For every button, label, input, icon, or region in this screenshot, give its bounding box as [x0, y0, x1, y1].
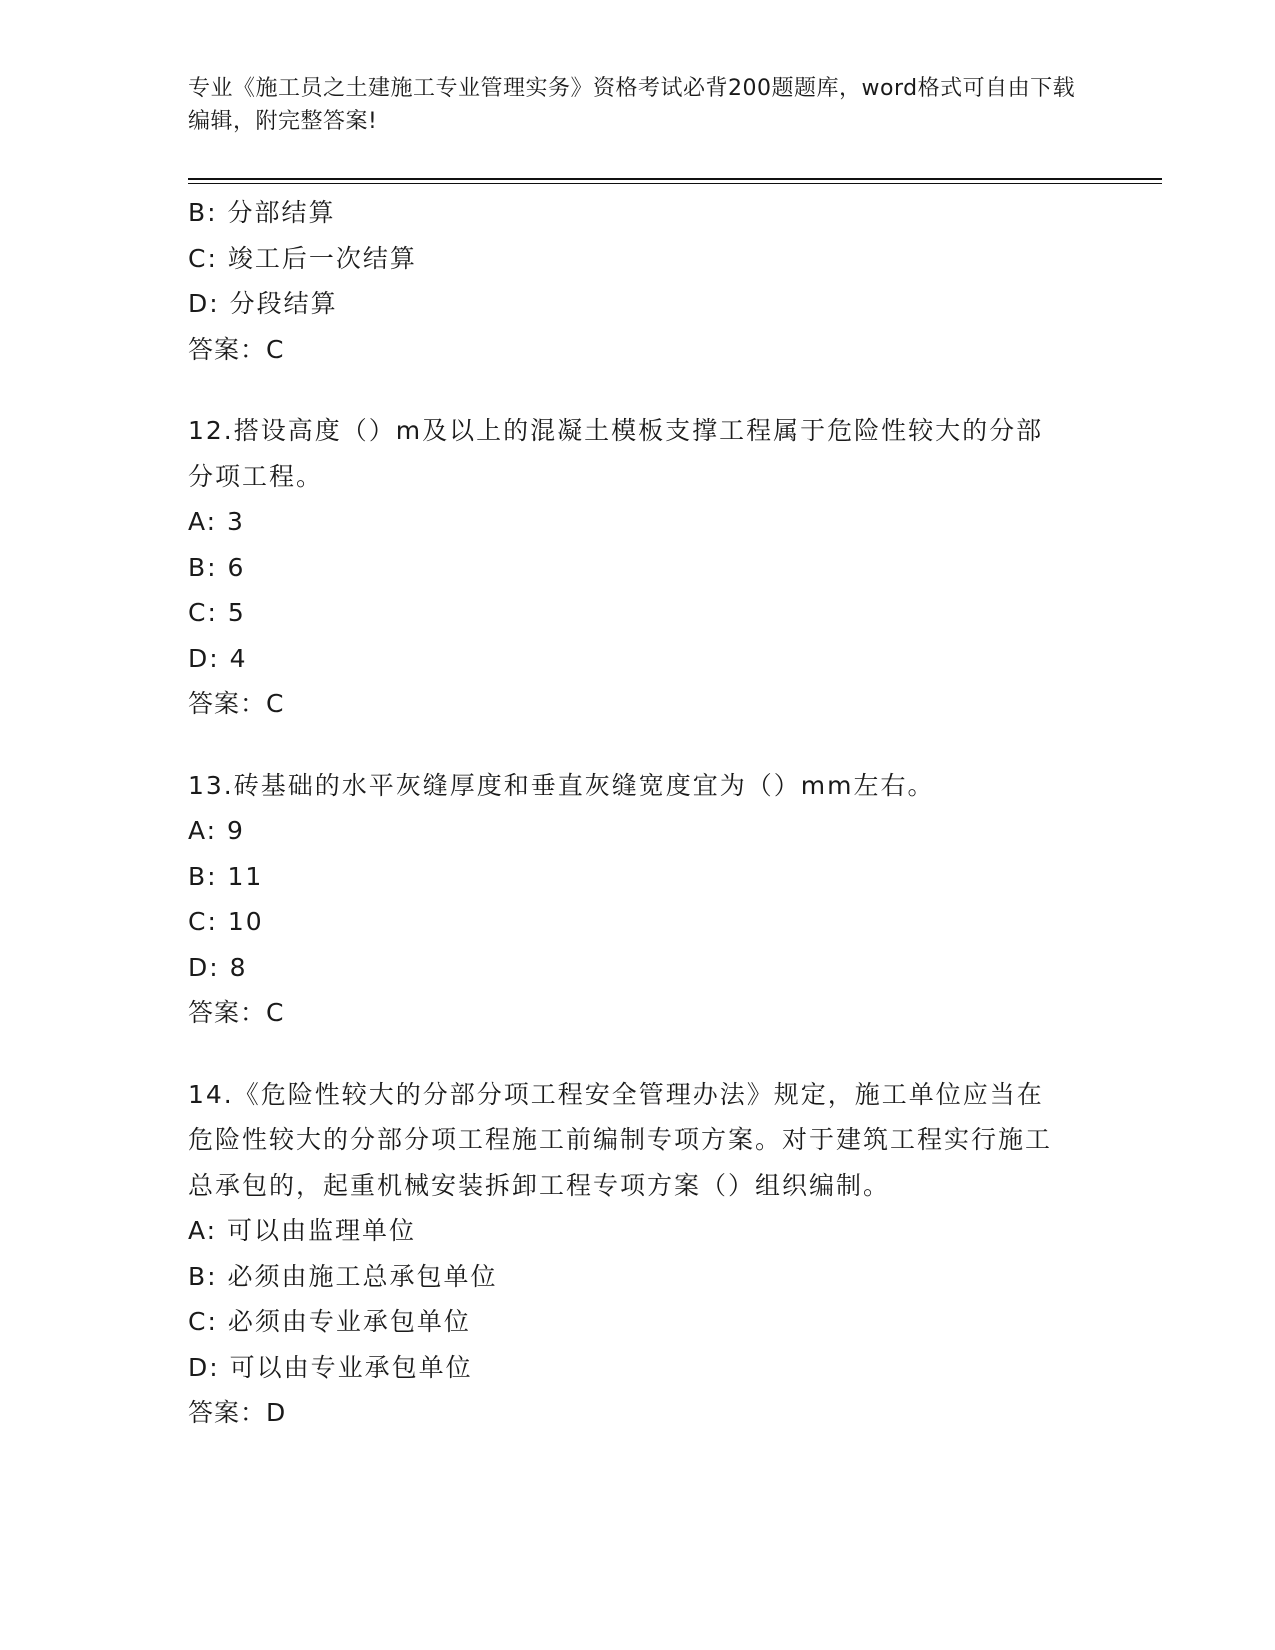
question-13 — [188, 763, 1088, 1036]
option-b: B: 11 — [188, 861, 264, 891]
header-divider — [188, 178, 1162, 180]
page-header: 专业《施工员之土建施工专业管理实务》资格考试必背200题题库，word格式可自由下载编辑，附完整答案! — [188, 76, 1076, 134]
question-stem: 12.搭设高度（）m及以上的混凝土模板支撑工程属于危险性较大的分部分项工程。 — [188, 416, 1044, 491]
option-a: A: 可以由监理单位 — [188, 1216, 417, 1245]
option-d: D: 8 — [188, 952, 248, 982]
header-divider-thin — [188, 183, 1162, 184]
option-b: B: 分部结算 — [188, 198, 336, 227]
question-stem: 13.砖基础的水平灰缝厚度和垂直灰缝宽度宜为（）mm左右。 — [188, 770, 935, 800]
question-stem: 14.《危险性较大的分部分项工程安全管理办法》规定，施工单位应当在危险性较大的分部分项工程施工前编制专项方案。对于建筑工程实行施工总承包的，起重机械安装拆卸工程专项方案（）组织编制。 — [188, 1079, 1053, 1200]
question-14 — [188, 1072, 1088, 1436]
option-c: C: 5 — [188, 598, 246, 627]
option-c: C: 必须由专业承包单位 — [188, 1307, 471, 1336]
option-a: A: 9 — [188, 816, 245, 845]
question-list — [188, 190, 1088, 1436]
option-a: A: 3 — [188, 507, 245, 536]
option-d: D: 4 — [188, 643, 248, 673]
answer-line: 答案：C — [188, 689, 285, 718]
option-b: B: 必须由施工总承包单位 — [188, 1261, 498, 1291]
option-c: C: 10 — [188, 907, 264, 936]
answer-line: 答案：C — [188, 334, 285, 364]
answer-line: 答案：C — [188, 998, 285, 1027]
answer-line: 答案：D — [188, 1398, 287, 1427]
option-c: C: 竣工后一次结算 — [188, 243, 417, 273]
option-b: B: 6 — [188, 552, 246, 582]
option-d: D: 分段结算 — [188, 289, 338, 318]
question-12 — [188, 408, 1088, 727]
prev-question-block — [188, 190, 1088, 372]
option-d: D: 可以由专业承包单位 — [188, 1352, 473, 1382]
